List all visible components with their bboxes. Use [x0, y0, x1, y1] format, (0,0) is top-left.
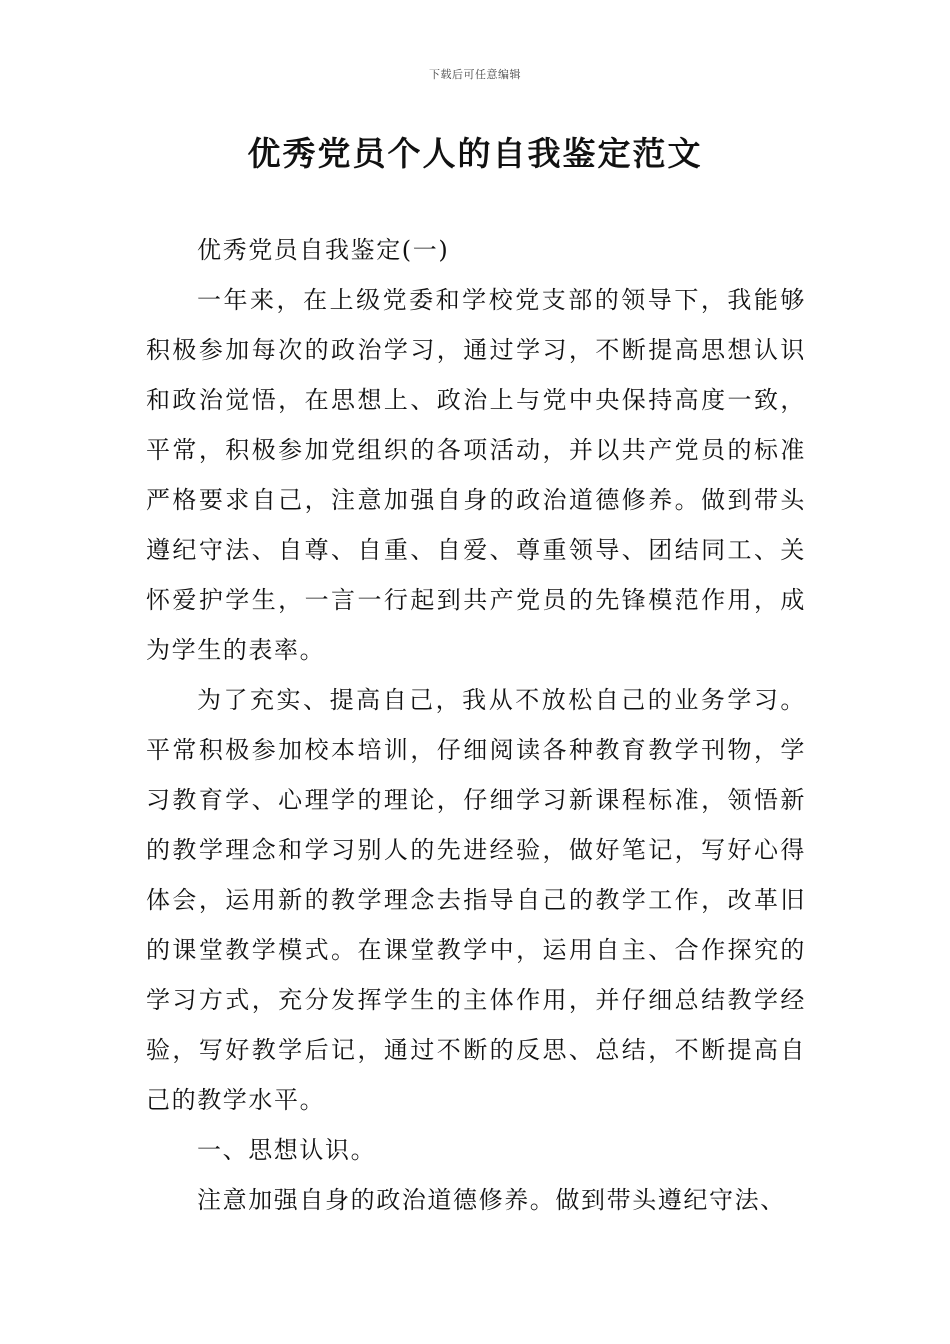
header-note: 下载后可任意编辑: [429, 68, 521, 81]
document-body: [146, 225, 806, 1225]
subsection-heading: 一、思想认识。: [197, 1136, 377, 1164]
section-heading: 优秀党员自我鉴定(一): [197, 236, 450, 264]
body-paragraph: 为了充实、提高自己，我从不放松自己的业务学习。平常积极参加校本培训，仔细阅读各种教育教学刊物，学习教育学、心理学的理论，仔细学习新课程标准，领悟新的教学理念和学习别人的先进经验，做好笔记，写好心得体会，运用新的教学理念去指导自己的教学工作，改革旧的课堂教学模式。在课堂教学中，运用自主、合作探究的学习方式，充分发挥学生的主体作用，并仔细总结教学经验，写好教学后记，通过不断的反思、总结，不断提高自己的教学水平。: [146, 686, 806, 1114]
document-title: 优秀党员个人的自我鉴定范文: [247, 134, 703, 173]
body-paragraph: 一年来，在上级党委和学校党支部的领导下，我能够积极参加每次的政治学习，通过学习，不断提高思想认识和政治觉悟，在思想上、政治上与党中央保持高度一致，平常，积极参加党组织的各项活动，并以共产党员的标准严格要求自己，注意加强自身的政治道德修养。做到带头遵纪守法、自尊、自重、自爱、尊重领导、团结同工、关怀爱护学生，一言一行起到共产党员的先锋模范作用，成为学生的表率。: [146, 286, 806, 664]
body-paragraph: 注意加强自身的政治道德修养。做到带头遵纪守法、: [197, 1186, 786, 1214]
